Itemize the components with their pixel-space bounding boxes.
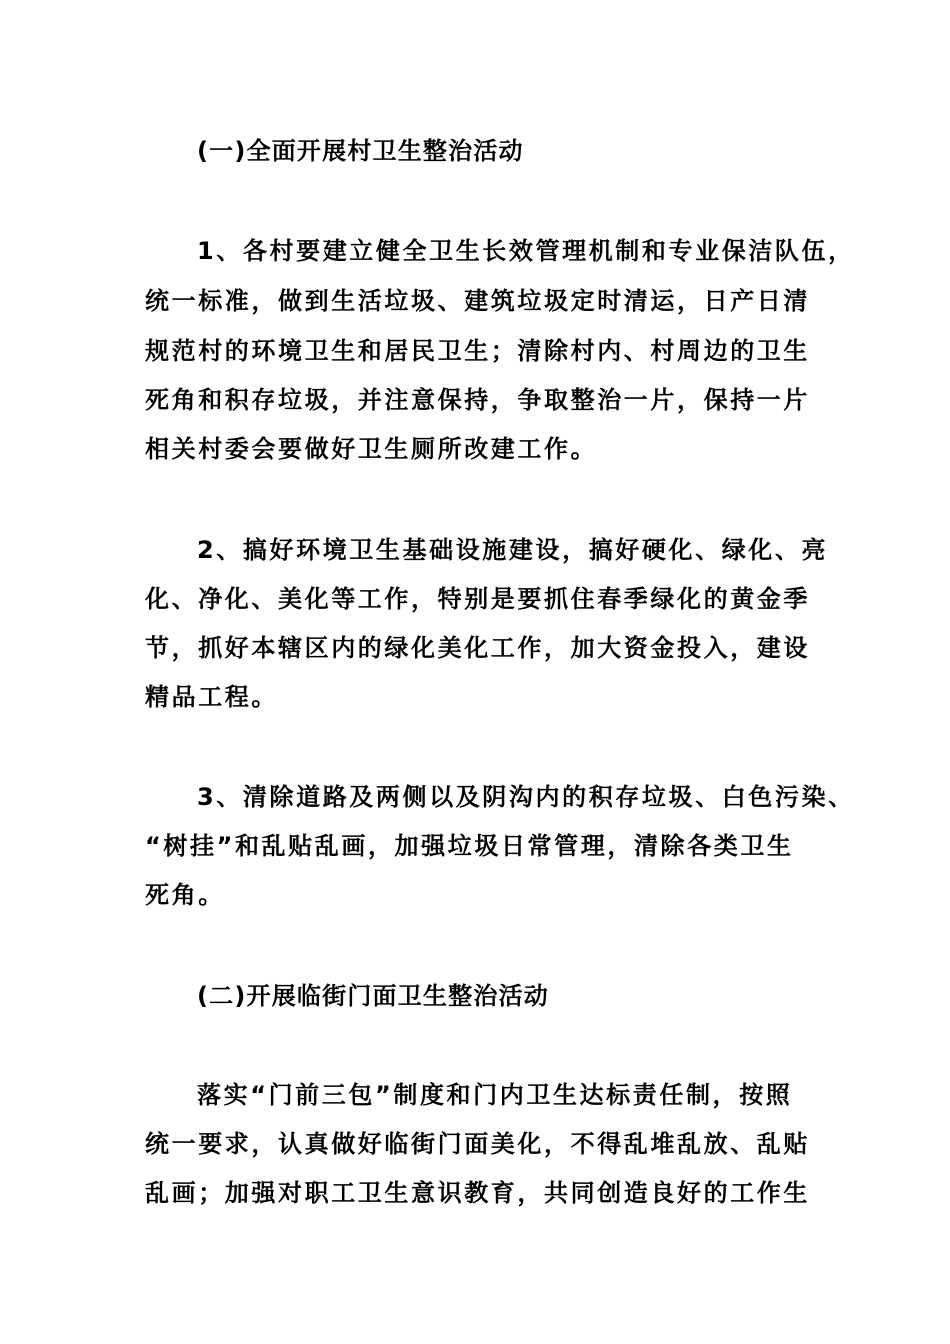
paragraph-line: 乱画；加强对职工卫生意识教育，共同创造良好的工作生 [145, 1179, 810, 1207]
paragraph-line: 相关村委会要做好卫生厕所改建工作。 [145, 435, 598, 463]
section-heading-1: (一)全面开展村卫生整治活动 [197, 137, 524, 165]
paragraph-line: “树挂”和乱贴乱画，加强垃圾日常管理，清除各类卫生 [145, 832, 794, 860]
paragraph-line: 死角和积存垃圾，并注意保持，争取整治一片，保持一片 [145, 386, 810, 414]
paragraph-line: 规范村的环境卫生和居民卫生；清除村内、村周边的卫生 [145, 337, 810, 365]
paragraph-line: 节，抓好本辖区内的绿化美化工作，加大资金投入，建设 [145, 634, 810, 662]
paragraph-line: 精品工程。 [145, 683, 278, 711]
paragraph-line: 化、净化、美化等工作，特别是要抓住春季绿化的黄金季 [145, 585, 810, 613]
paragraph-line: 统一要求，认真做好临街门面美化，不得乱堆乱放、乱贴 [145, 1130, 810, 1158]
paragraph-line: 统一标准，做到生活垃圾、建筑垃圾定时清运，日产日清 [145, 287, 810, 315]
paragraph-line: 2、搞好环境卫生基础设施建设，搞好硬化、绿化、亮 [197, 536, 829, 564]
section-heading-2: (二)开展临街门面卫生整治活动 [197, 982, 549, 1010]
paragraph-line: 落实“门前三包”制度和门内卫生达标责任制，按照 [197, 1081, 793, 1109]
paragraph-line: 死角。 [145, 881, 225, 909]
paragraph-line: 3、清除道路及两侧以及阴沟内的积存垃圾、白色污染、 [197, 783, 855, 811]
paragraph-line: 1、各村要建立健全卫生长效管理机制和专业保洁队伍， [197, 237, 855, 265]
